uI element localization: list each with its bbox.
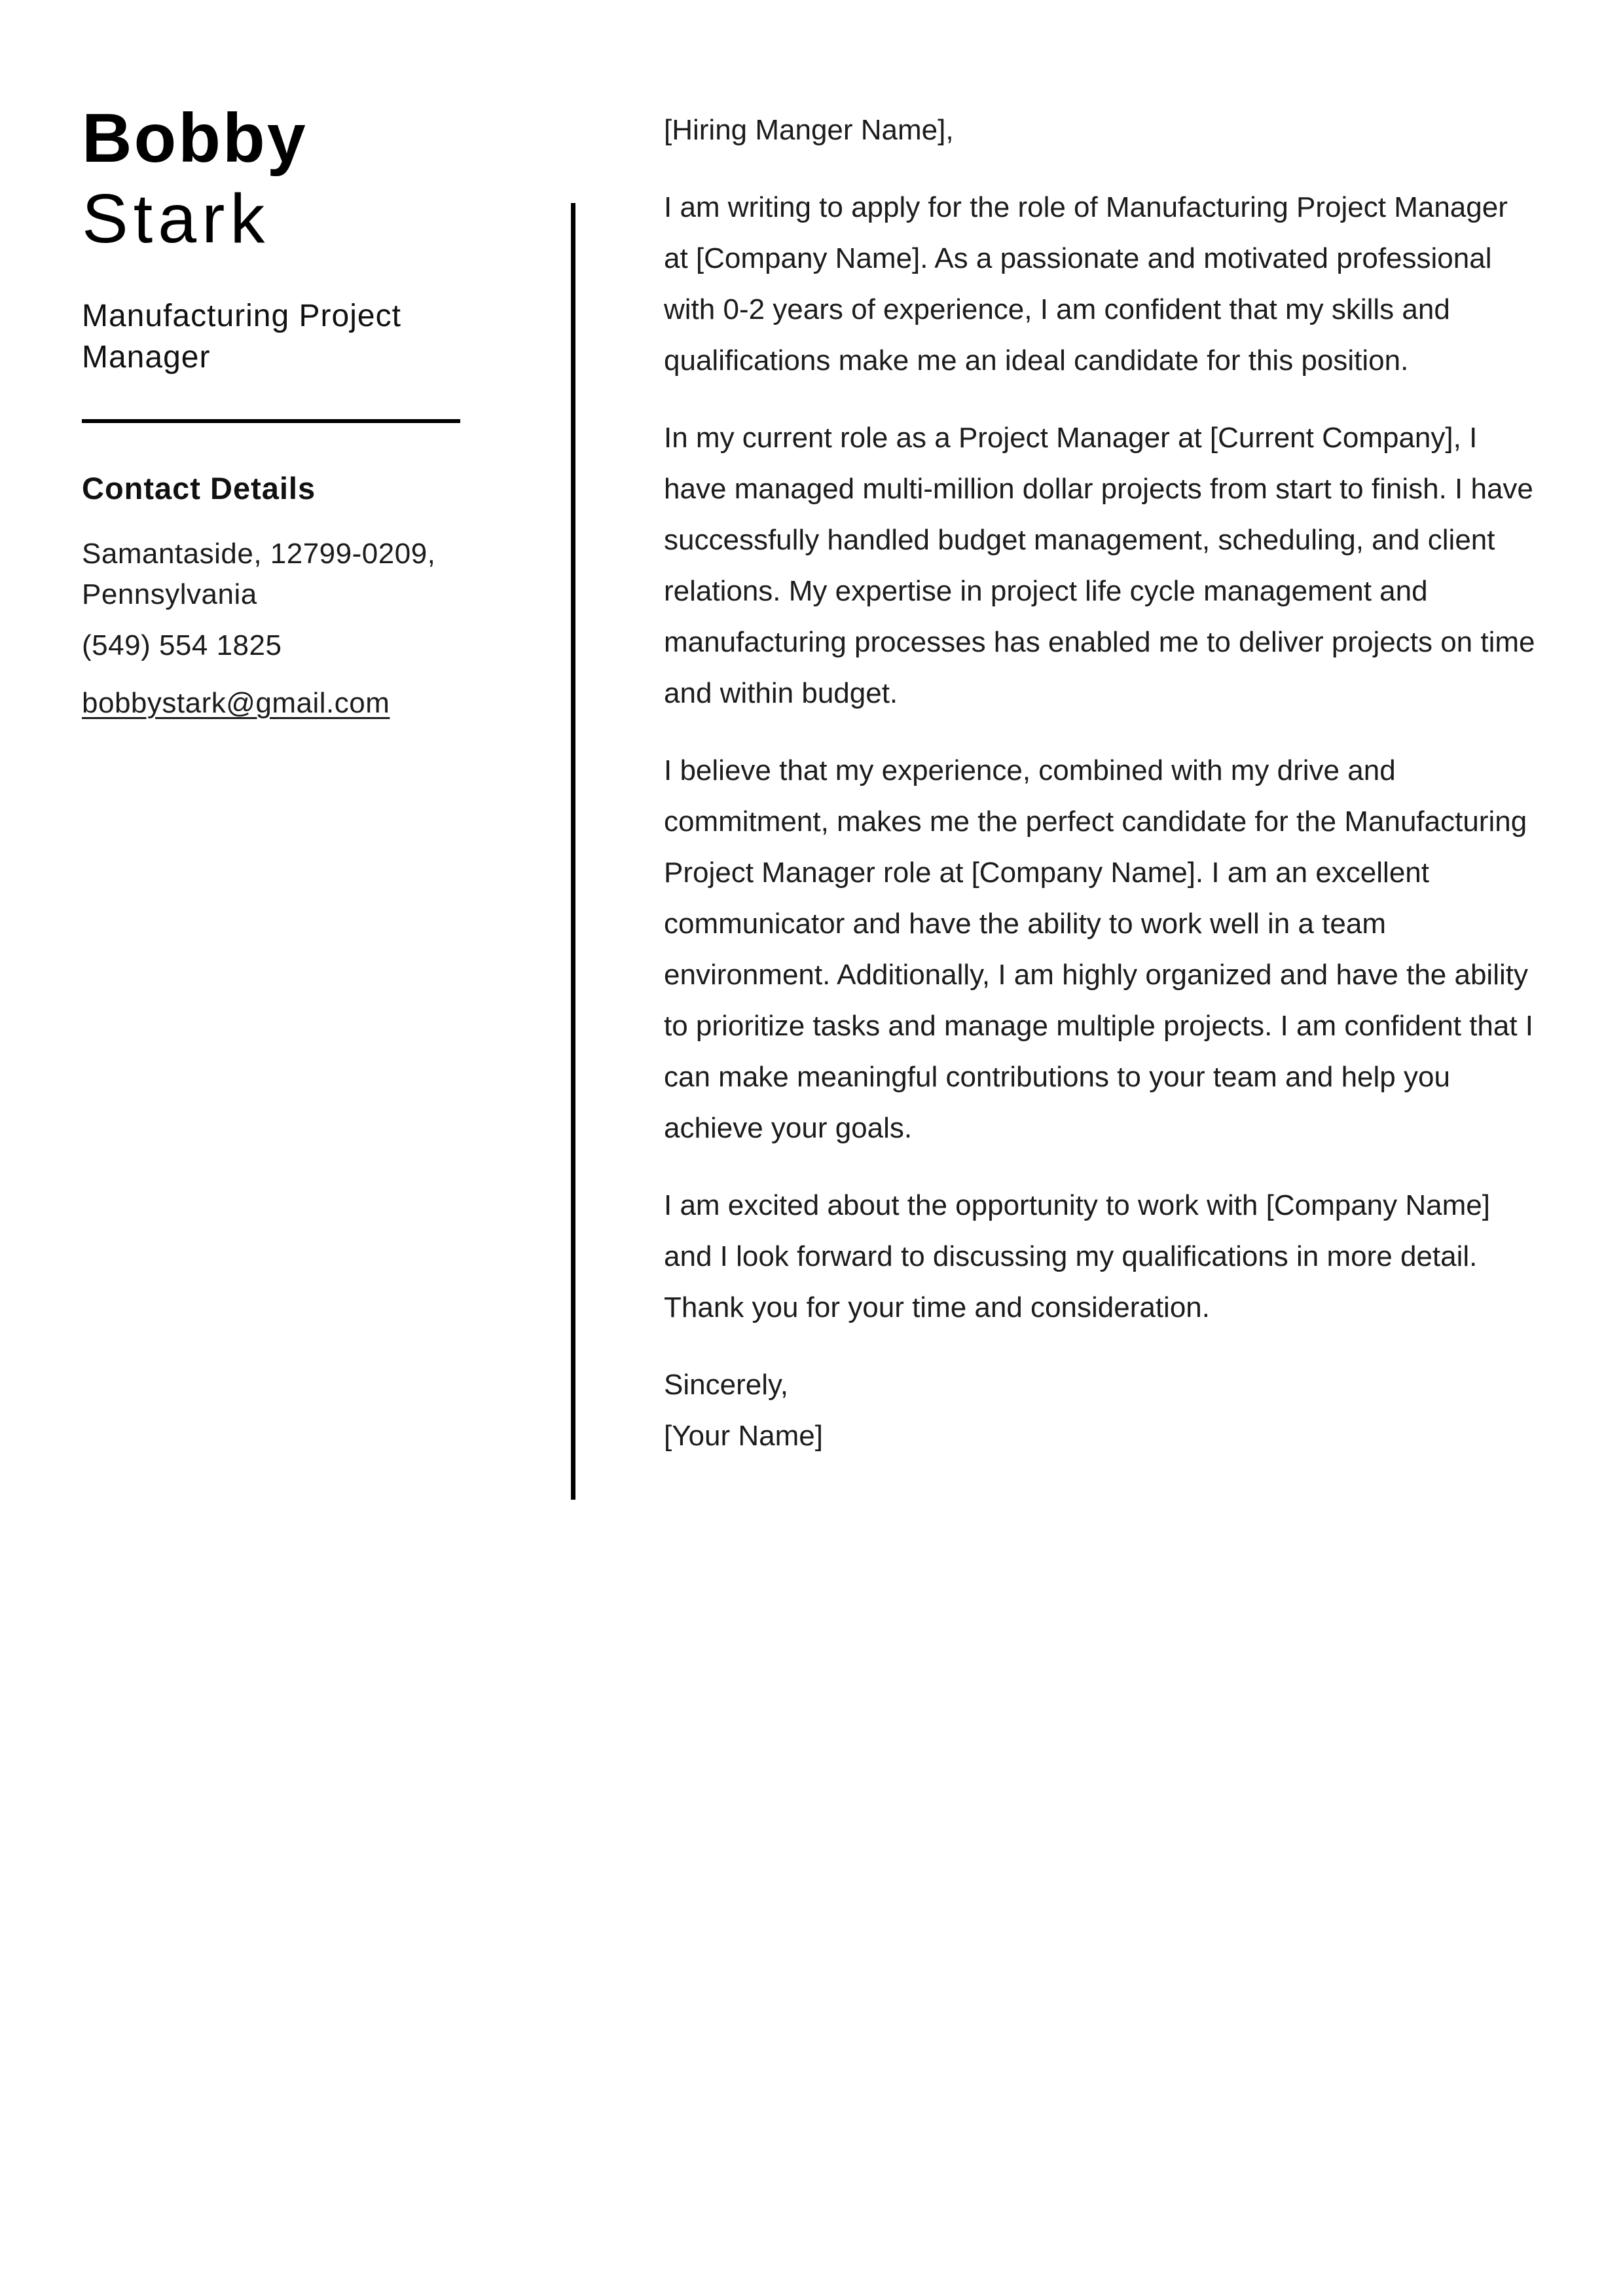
person-name <box>82 98 468 259</box>
vertical-accent-rule <box>571 203 575 1500</box>
paragraph-4: I am excited about the opportunity to work with [Company Name] and I look forward to discussing my qualifications in more detail. Thank you for your time and consideration. <box>664 1189 1490 1324</box>
address-line-2: Pennsylvania <box>82 578 257 610</box>
address-line-1: Samantaside, 12799-0209, <box>82 537 436 570</box>
last-name: Stark <box>82 179 270 257</box>
paragraph-3: I believe that my experience, combined with my drive and commitment, makes me the perfect candidate for the Manufacturing Project Manager role at [Company Name]. I am an excellent communicator and have the ability to work well in a team environment. Additionally, I am highly organized and have the ability to prioritize tasks and manage multiple projects. I am confident that I can make meaningful contributions to your team and help you achieve your goals. <box>664 754 1533 1144</box>
greeting: [Hiring Manger Name], <box>664 114 954 146</box>
paragraph-2: In my current role as a Project Manager at [Current Company], I have managed multi-million dollar projects from start to finish. I have successfully handled budget management, scheduling, and client relations. My expertise in project life cycle management and manufacturing processes has enabled me to deliver projects on time and within budget. <box>664 422 1535 709</box>
phone-number: (549) 554 1825 <box>82 629 282 661</box>
contact-details-heading: Contact Details <box>82 470 316 506</box>
job-title: Manufacturing Project Manager <box>82 298 401 375</box>
first-name: Bobby <box>82 100 308 177</box>
signature: [Your Name] <box>664 1420 823 1452</box>
sidebar <box>82 98 468 724</box>
paragraph-1: I am writing to apply for the role of Manufacturing Project Manager at [Company Name]. As a passionate and motivated professional with 0-2 years of experience, I am confident that my skills and qualifications make me an ideal candidate for this position. <box>664 191 1508 377</box>
email-container <box>82 683 468 724</box>
address <box>82 534 468 615</box>
sidebar-divider <box>82 419 460 423</box>
closing: Sincerely, <box>664 1369 788 1401</box>
email-link[interactable]: bobbystark@gmail.com <box>82 686 390 719</box>
letter-body <box>664 105 1539 1488</box>
